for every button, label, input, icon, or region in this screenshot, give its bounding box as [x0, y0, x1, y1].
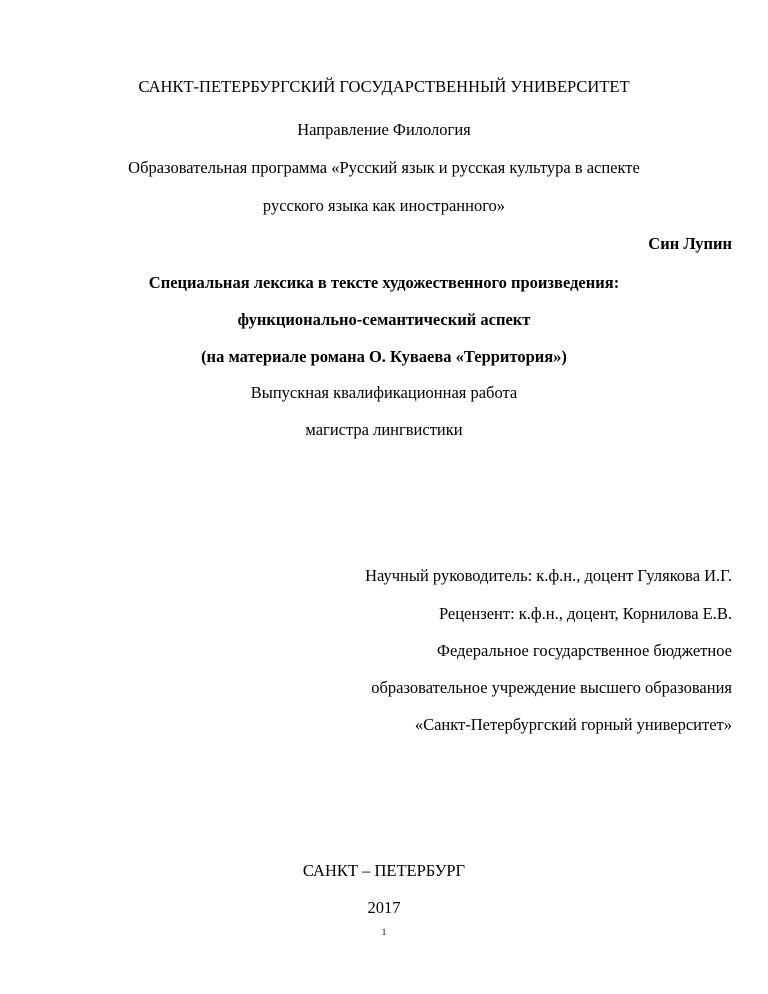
thesis-title-line-1: Специальная лексика в тексте художественного произведения: [148, 273, 620, 292]
program-line-1: Образовательная программа «Русский язык и русская культура в аспекте [128, 158, 640, 177]
thesis-title-line-2: функционально-семантический аспект [237, 310, 531, 329]
work-type-line-2: магистра лингвистики [305, 420, 463, 439]
year: 2017 [367, 898, 401, 917]
reviewer-org-line-1: Федеральное государственное бюджетное [436, 641, 732, 660]
supervisor: Научный руководитель: к.ф.н., доцент Гулякова И.Г. [365, 566, 732, 585]
thesis-title-line-3: (на материале романа О. Куваева «Территория») [201, 347, 567, 366]
work-type-line-1: Выпускная квалификационная работа [250, 383, 518, 402]
direction: Направление Филология [297, 120, 471, 139]
author-name: Син Лупин [648, 234, 732, 253]
university-name: САНКТ-ПЕТЕРБУРГСКИЙ ГОСУДАРСТВЕННЫЙ УНИВЕРСИТЕТ [138, 77, 630, 96]
program-line-2: русского языка как иностранного» [262, 196, 506, 215]
reviewer-org-line-2: образовательное учреждение высшего образования [371, 678, 732, 697]
city: САНКТ – ПЕТЕРБУРГ [302, 861, 466, 880]
reviewer: Рецензент: к.ф.н., доцент, Корнилова Е.В. [438, 604, 732, 623]
reviewer-org-line-3: «Санкт-Петербургский горный университет» [414, 715, 732, 734]
page-number: 1 [381, 927, 387, 937]
